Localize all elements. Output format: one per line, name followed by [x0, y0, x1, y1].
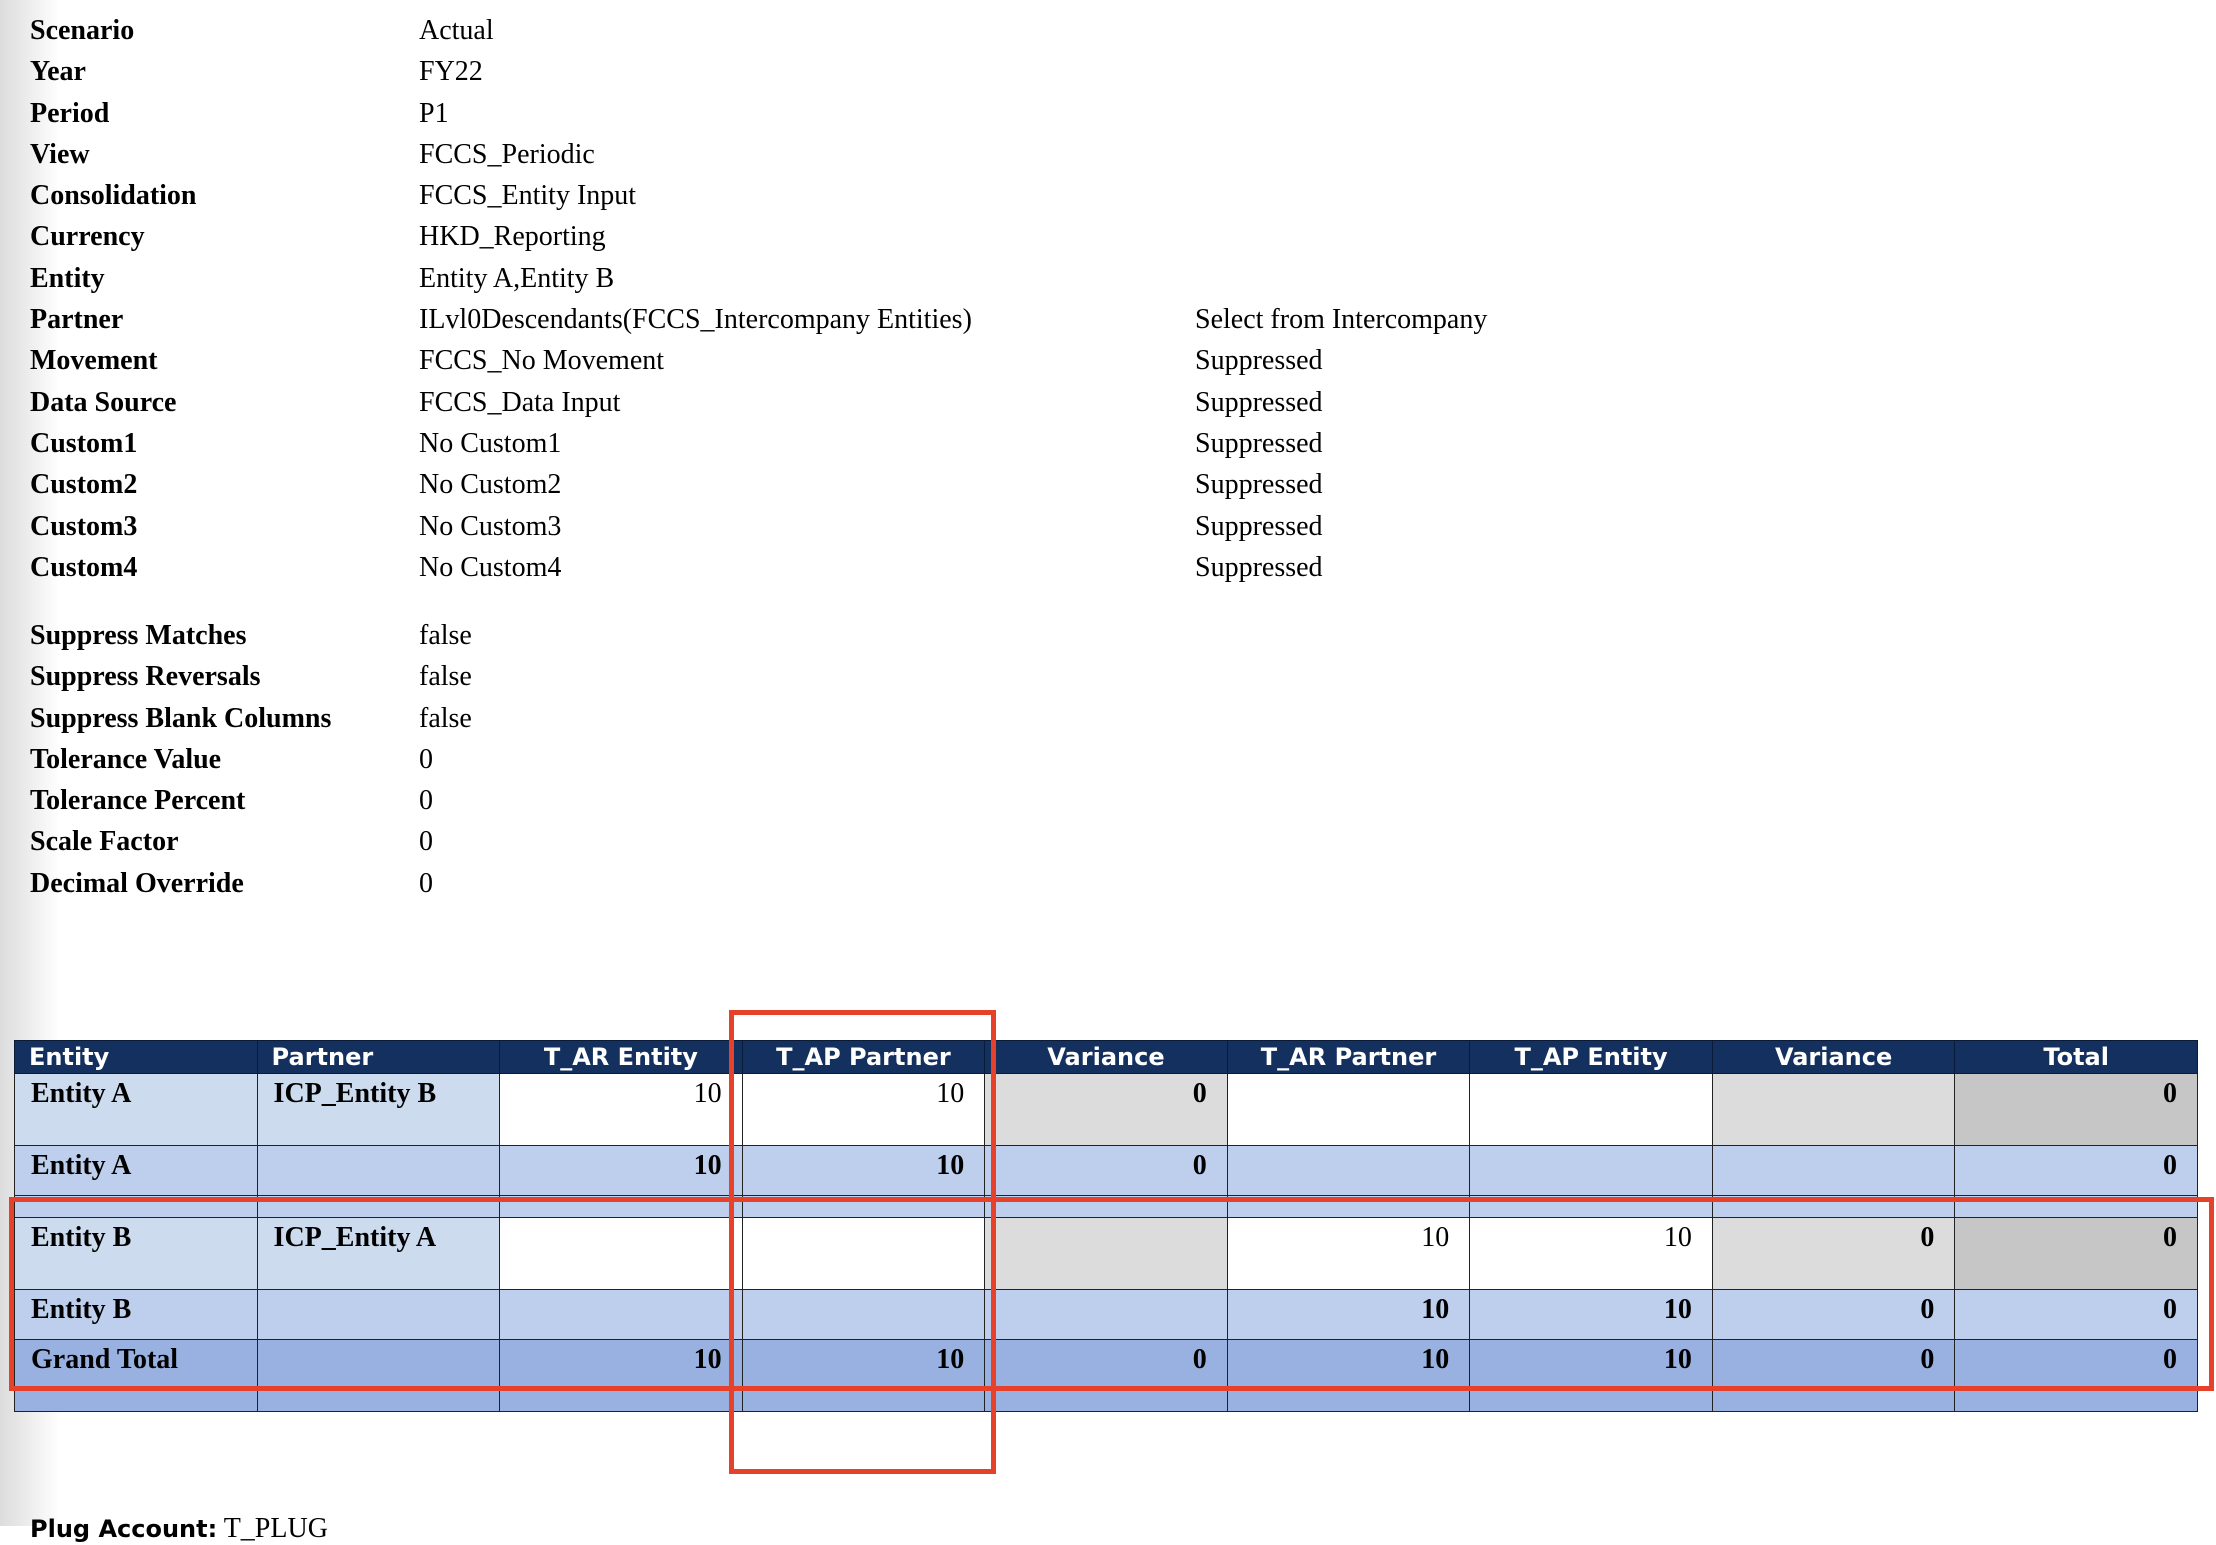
table-cell-value: 0 [1955, 1218, 2198, 1290]
pov-selection: Suppressed [1195, 551, 1323, 583]
table-cell-value [500, 1290, 743, 1340]
table-cell-value [1227, 1196, 1470, 1218]
table-cell-value: 0 [1712, 1340, 1955, 1412]
plug-account-label: Plug Account: [30, 1515, 218, 1543]
options-label: Tolerance Percent [30, 785, 246, 817]
pov-selection: Select from Intercompany [1195, 304, 1488, 336]
table-cell-value [985, 1218, 1228, 1290]
column-header: T_AP Entity [1470, 1041, 1713, 1074]
pov-selection: Suppressed [1195, 510, 1323, 542]
table-cell-label: Grand Total [15, 1340, 258, 1412]
table-cell-value [1712, 1074, 1955, 1146]
pov-value: P1 [419, 97, 449, 129]
options-label: Suppress Blank Columns [30, 702, 332, 734]
table-cell-value: 0 [1955, 1290, 2198, 1340]
pov-selection: Suppressed [1195, 386, 1323, 418]
pov-selection: Suppressed [1195, 345, 1323, 377]
table-row-detail [15, 1074, 2198, 1146]
pov-value: Actual [419, 15, 494, 46]
pov-label: Scenario [30, 15, 135, 46]
table-cell-value [500, 1196, 743, 1218]
table-cell-value [1227, 1146, 1470, 1196]
table-cell-value: 10 [500, 1074, 743, 1146]
table-row-grand [15, 1340, 2198, 1412]
table-cell-label: ICP_Entity A [257, 1218, 500, 1290]
pov-label: Year [30, 56, 86, 88]
table-cell-value: 0 [1955, 1074, 2198, 1146]
table-cell-value: 0 [1955, 1146, 2198, 1196]
pov-selection: Suppressed [1195, 469, 1323, 501]
pov-value: HKD_Reporting [419, 221, 606, 253]
table-row-sub [15, 1290, 2198, 1340]
table-cell-value [1470, 1074, 1713, 1146]
table-cell-value: 0 [985, 1340, 1228, 1412]
table-cell-value [1470, 1146, 1713, 1196]
options-label: Scale Factor [30, 826, 179, 858]
table-cell-value [1712, 1196, 1955, 1218]
options-label: Suppress Reversals [30, 661, 261, 693]
options-value: false [419, 702, 472, 734]
options-label: Tolerance Value [30, 743, 222, 775]
column-header: Entity [15, 1041, 258, 1074]
column-header: T_AP Partner [742, 1041, 985, 1074]
pov-label: View [30, 138, 90, 170]
table-cell-value [1955, 1196, 2198, 1218]
table-cell-label: Entity A [15, 1074, 258, 1146]
pov-label: Currency [30, 221, 145, 253]
table-cell-value: 0 [985, 1074, 1228, 1146]
pov-label: Custom4 [30, 551, 138, 583]
table-cell-value: 10 [1470, 1290, 1713, 1340]
column-header: T_AR Entity [500, 1041, 743, 1074]
table-cell-value [985, 1290, 1228, 1340]
table-cell-value: 0 [1712, 1218, 1955, 1290]
table-cell-value: 10 [1227, 1340, 1470, 1412]
pov-value: FCCS_No Movement [419, 345, 665, 377]
table-cell-label [257, 1196, 500, 1218]
pov-value: No Custom1 [419, 427, 562, 459]
pov-label: Period [30, 97, 110, 129]
options-value: 0 [419, 867, 433, 899]
table-cell-label [15, 1196, 258, 1218]
column-header: Total [1955, 1041, 2198, 1074]
table-cell-value [500, 1218, 743, 1290]
table-cell-value [985, 1196, 1228, 1218]
pov-value: No Custom2 [419, 469, 562, 501]
table-cell-label: ICP_Entity B [257, 1074, 500, 1146]
options-label: Decimal Override [30, 867, 244, 899]
options-value: 0 [419, 785, 433, 817]
table-cell-value [742, 1196, 985, 1218]
table-cell-value [1712, 1146, 1955, 1196]
table-cell-value: 0 [985, 1146, 1228, 1196]
column-header: T_AR Partner [1227, 1041, 1470, 1074]
pov-label: Movement [30, 345, 158, 377]
table-cell-value: 10 [1227, 1218, 1470, 1290]
options-label: Suppress Matches [30, 620, 247, 651]
table-cell-value: 10 [742, 1340, 985, 1412]
table-cell-label [257, 1146, 500, 1196]
options-value: false [419, 620, 472, 651]
table-cell-label: Entity B [15, 1218, 258, 1290]
pov-label: Data Source [30, 386, 177, 418]
options-value: false [419, 661, 472, 693]
pov-value: Entity A,Entity B [419, 262, 615, 294]
table-cell-value: 10 [742, 1146, 985, 1196]
table-cell-value: 10 [742, 1074, 985, 1146]
table-cell-value [742, 1290, 985, 1340]
table-cell-value: 0 [1712, 1290, 1955, 1340]
pov-value: FCCS_Data Input [419, 386, 621, 418]
column-header: Variance [1712, 1041, 1955, 1074]
options-value: 0 [419, 826, 433, 858]
table-cell-value: 10 [500, 1146, 743, 1196]
table-row-detail [15, 1218, 2198, 1290]
table-cell-value: 10 [1470, 1340, 1713, 1412]
plug-account-value: T_PLUG [223, 1513, 328, 1544]
pov-label: Custom1 [30, 427, 138, 459]
pov-value: No Custom3 [419, 510, 562, 542]
table-cell-label [257, 1340, 500, 1412]
intercompany-matching-table [14, 1040, 2198, 1412]
table-row-spacer [15, 1196, 2198, 1218]
table-row-sub [15, 1146, 2198, 1196]
pov-value: No Custom4 [419, 551, 562, 583]
plug-account [30, 1513, 328, 1545]
table-cell-label [257, 1290, 500, 1340]
table-header-row [15, 1041, 2198, 1074]
table-cell-value: 10 [1470, 1218, 1713, 1290]
table-cell-value: 10 [1227, 1290, 1470, 1340]
table-cell-label: Entity A [15, 1146, 258, 1196]
options-value: 0 [419, 743, 433, 775]
column-header: Variance [985, 1041, 1228, 1074]
pov-selection: Suppressed [1195, 427, 1323, 459]
pov-value: ILvl0Descendants(FCCS_Intercompany Entities) [419, 304, 972, 336]
table-cell-label: Entity B [15, 1290, 258, 1340]
pov-value: FCCS_Entity Input [419, 180, 637, 212]
pov-label: Custom2 [30, 469, 138, 501]
column-header: Partner [257, 1041, 500, 1074]
pov-label: Custom3 [30, 510, 138, 542]
table-cell-value [1470, 1196, 1713, 1218]
pov-label: Partner [30, 304, 124, 336]
table-cell-value: 10 [500, 1340, 743, 1412]
table-cell-value: 0 [1955, 1340, 2198, 1412]
pov-value: FY22 [419, 56, 483, 88]
pov-label: Consolidation [30, 180, 197, 212]
pov-value: FCCS_Periodic [419, 138, 595, 170]
table-cell-value [742, 1218, 985, 1290]
table-cell-value [1227, 1074, 1470, 1146]
pov-label: Entity [30, 262, 105, 294]
